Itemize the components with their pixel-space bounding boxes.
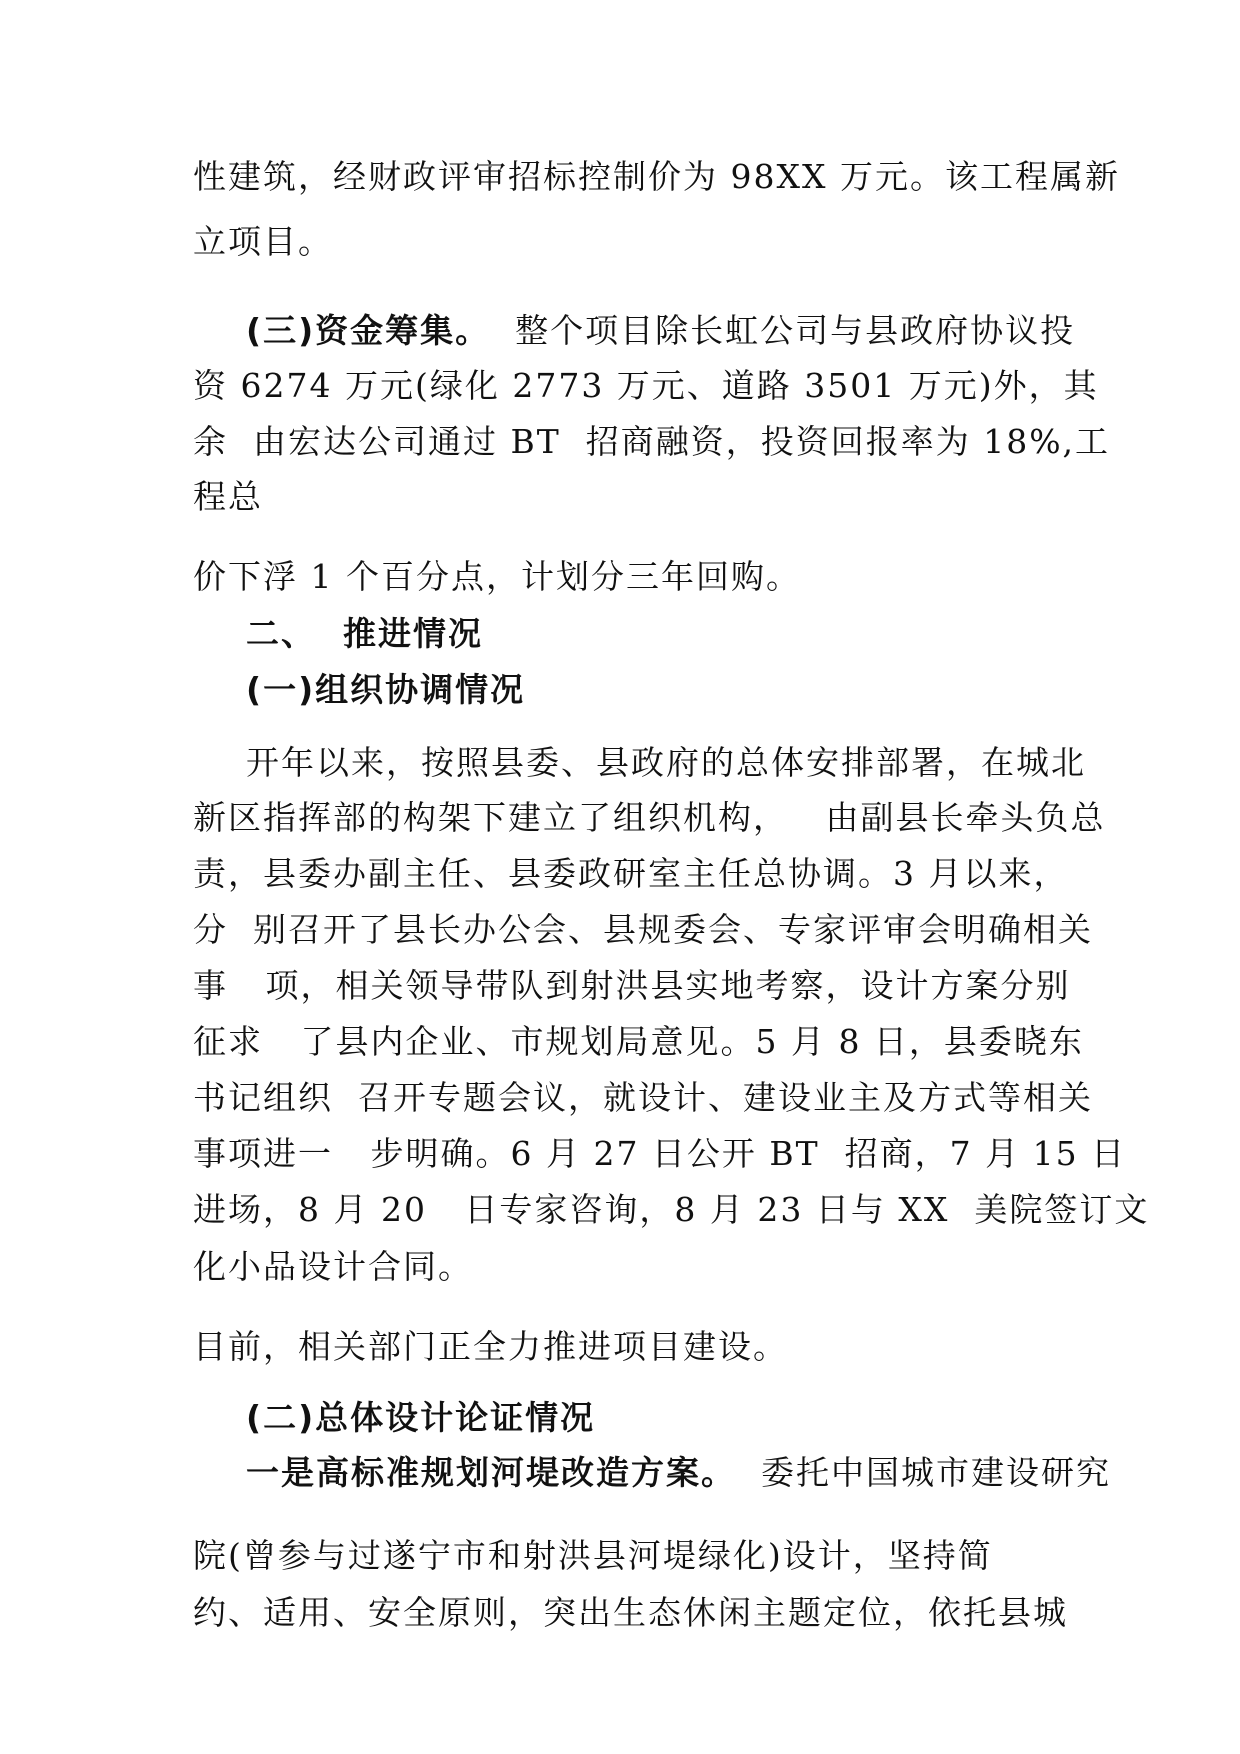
subsection-heading: (一)组织协调情况 bbox=[246, 670, 526, 709]
text-line: 书记组织 召开专题会议，就设计、建设业主及方式等相关 bbox=[193, 1078, 1093, 1117]
text-line: 进场，8 月 20 日专家咨询，8 月 23 日与 XX 美院签订文 bbox=[193, 1190, 1150, 1229]
text-line: 责，县委办副主任、县委政研室主任总协调。3 月以来， bbox=[193, 854, 1069, 893]
text-line: 性建筑，经财政评审招标控制价为 98XX 万元。该工程属新 bbox=[193, 157, 1120, 196]
text-line: 事项进一 步明确。6 月 27 日公开 BT 招商，7 月 15 日 bbox=[193, 1134, 1127, 1173]
text-line: 化小品设计合同。 bbox=[193, 1247, 473, 1286]
text-line: 立项目。 bbox=[193, 222, 333, 261]
text-line: 余 由宏达公司通过 BT 招商融资，投资回报率为 18%,工 bbox=[193, 422, 1111, 461]
text-line: 分 别召开了县长办公会、县规委会、专家评审会明确相关 bbox=[193, 910, 1093, 949]
text-line: 资 6274 万元(绿化 2773 万元、道路 3501 万元)外，其 bbox=[193, 366, 1099, 405]
paragraph-design bbox=[246, 1453, 1111, 1493]
text-line: 新区指挥部的构架下建立了组织机构， 由副县长牵头负总 bbox=[193, 798, 1106, 837]
text-line: 目前，相关部门正全力推进项目建设。 bbox=[193, 1327, 788, 1366]
heading-design: 一是高标准规划河堤改造方案。 bbox=[246, 1453, 736, 1492]
text-line: 整个项目除长虹公司与县政府协议投 bbox=[515, 311, 1076, 350]
text-line: 征求 了县内企业、市规划局意见。5 月 8 日，县委晓东 bbox=[193, 1022, 1084, 1061]
paragraph-funding bbox=[246, 311, 1075, 351]
text-line: 委托中国城市建设研究 bbox=[760, 1453, 1111, 1492]
subsection-heading: (二)总体设计论证情况 bbox=[246, 1398, 596, 1437]
text-line: 开年以来，按照县委、县政府的总体安排部署，在城北 bbox=[246, 743, 1086, 782]
text-line: 约、适用、安全原则，突出生态休闲主题定位，依托县城 bbox=[193, 1593, 1068, 1632]
text-line: 院(曾参与过遂宁市和射洪县河堤绿化)设计，坚持简 bbox=[193, 1536, 993, 1575]
text-line: 事 项，相关领导带队到射洪县实地考察，设计方案分别 bbox=[193, 966, 1071, 1005]
text-line: 价下浮 1 个百分点，计划分三年回购。 bbox=[193, 557, 801, 596]
heading-funding: (三)资金筹集。 bbox=[246, 311, 491, 350]
text-line: 程总 bbox=[193, 477, 263, 516]
section-heading: 二、 推进情况 bbox=[246, 614, 483, 653]
